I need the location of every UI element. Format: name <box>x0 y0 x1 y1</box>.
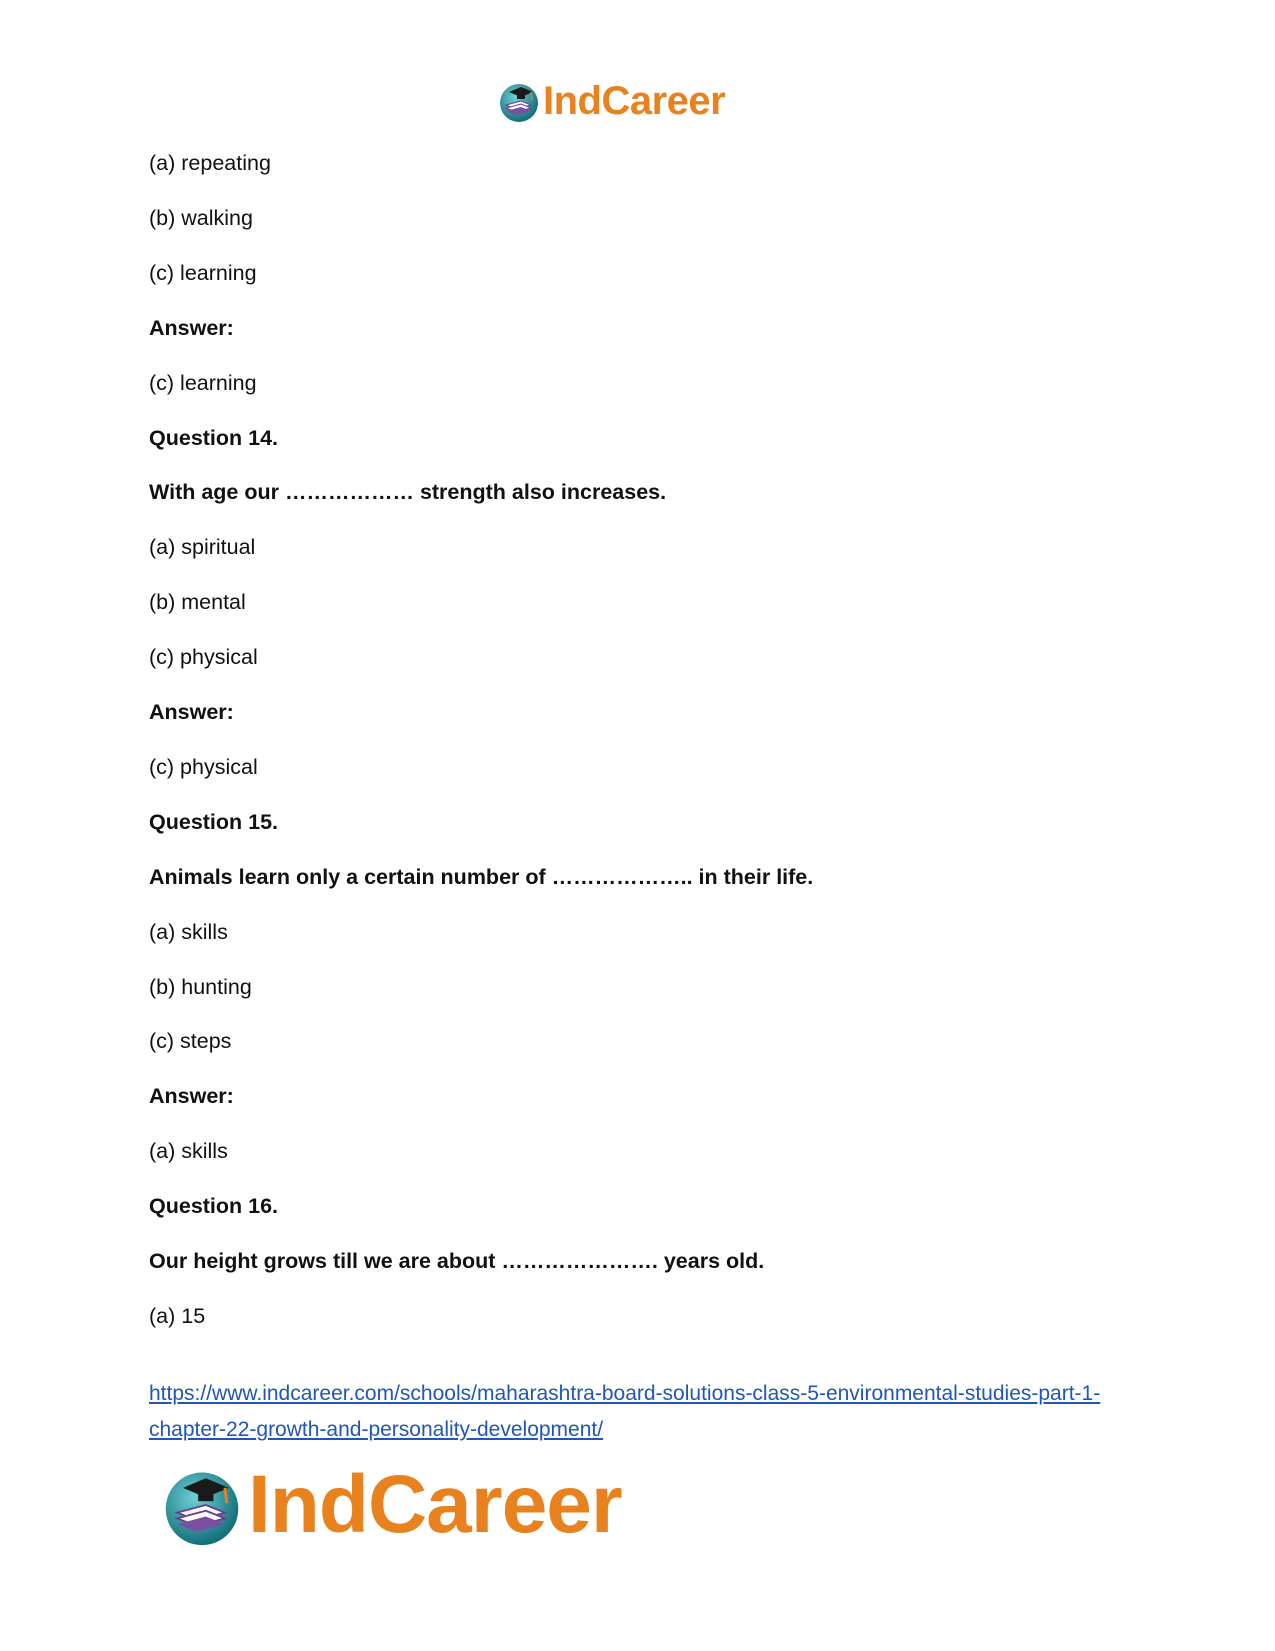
text-line: (a) spiritual <box>149 535 256 559</box>
header-logo <box>497 78 725 124</box>
text-line: (a) repeating <box>149 151 271 175</box>
text-line: (b) hunting <box>149 975 252 999</box>
logo-text: IndCareer <box>543 79 726 123</box>
bold-text-line: Question 14. <box>149 426 279 450</box>
bold-text-line: Question 16. <box>149 1194 279 1218</box>
text-line: (a) skills <box>149 1139 228 1163</box>
logo-text: IndCareer <box>248 1459 622 1550</box>
bold-text-line: Answer: <box>149 316 234 340</box>
text-line: (c) physical <box>149 755 258 779</box>
source-url-link[interactable]: https://www.indcareer.com/schools/maharashtra-board-solutions-class-5-environmental-studies-part-1-chapter-22-growth-and-personality-development/ <box>149 1382 1101 1441</box>
text-line: (c) learning <box>149 261 257 285</box>
bold-text-line: Animals learn only a certain number of ……………….. in their life. <box>149 865 814 889</box>
bold-text-line: Answer: <box>149 1084 234 1108</box>
text-line: (c) steps <box>149 1029 232 1053</box>
footer-logo <box>160 1460 622 1550</box>
text-line: (b) mental <box>149 590 246 614</box>
text-line: (c) physical <box>149 645 258 669</box>
graduation-cap-book-icon <box>497 79 541 123</box>
bold-text-line: With age our ……………… strength also increases. <box>149 480 667 504</box>
text-line: (a) skills <box>149 920 228 944</box>
graduation-cap-book-icon <box>160 1463 244 1547</box>
bold-text-line: Question 15. <box>149 810 279 834</box>
text-line: (a) 15 <box>149 1304 206 1328</box>
text-line: (c) learning <box>149 371 257 395</box>
bold-text-line: Our height grows till we are about …………………. years old. <box>149 1249 765 1273</box>
text-line: (b) walking <box>149 206 253 230</box>
bold-text-line: Answer: <box>149 700 234 724</box>
